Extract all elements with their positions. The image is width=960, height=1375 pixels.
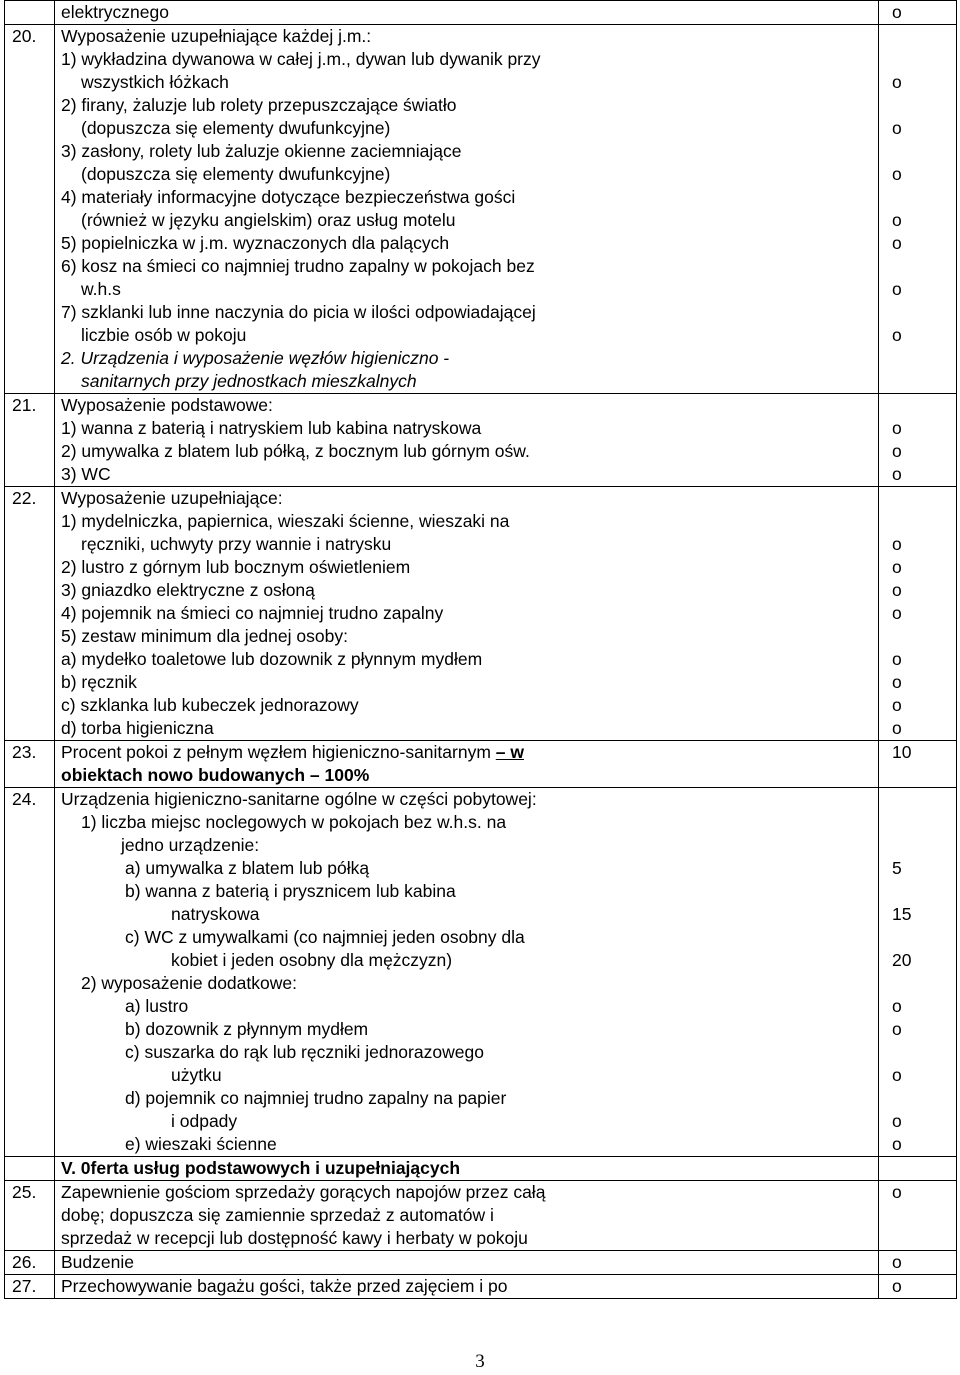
- row-number: 25.: [5, 1181, 55, 1251]
- mark-value: [892, 301, 956, 324]
- row-marks: [879, 394, 957, 487]
- mark-value: o: [892, 441, 902, 461]
- mark-value: o: [892, 603, 902, 623]
- mark-value: o: [892, 210, 902, 230]
- mark-value: [892, 834, 956, 857]
- description-line: d) torba higieniczna: [61, 718, 214, 738]
- mark-value: o: [892, 534, 902, 554]
- mark-value: [892, 764, 956, 787]
- description-line: Wyposażenie uzupełniające każdej j.m.:: [61, 26, 372, 46]
- description-line: 1) wanna z baterią i natryskiem lub kabina natryskowa: [61, 418, 482, 438]
- row-number: 20.: [5, 25, 55, 394]
- description-line: [61, 741, 878, 764]
- mark-value: [892, 1157, 956, 1180]
- mark-value: 10: [892, 742, 912, 762]
- mark-value: [892, 347, 956, 370]
- description-line: w.h.s: [81, 279, 121, 299]
- row-description: [55, 1157, 879, 1181]
- row-description: [55, 1251, 879, 1275]
- description-line: 4) pojemnik na śmieci co najmniej trudno zapalny: [61, 603, 444, 623]
- mark-value: o: [892, 1111, 902, 1131]
- mark-value: [892, 510, 956, 533]
- mark-value: o: [892, 325, 902, 345]
- mark-value: o: [892, 233, 902, 253]
- mark-value: [892, 186, 956, 209]
- row-marks: [879, 1, 957, 25]
- mark-value: o: [892, 118, 902, 138]
- row-number: 27.: [5, 1275, 55, 1299]
- description-line: 5) zestaw minimum dla jednej osoby:: [61, 626, 348, 646]
- table-row: [5, 394, 957, 487]
- mark-value: o: [892, 2, 902, 22]
- row-marks: [879, 741, 957, 788]
- description-line: 6) kosz na śmieci co najmniej trudno zapalny w pokojach bez: [61, 256, 535, 276]
- description-line: ręczniki, uchwyty przy wannie i natrysku: [81, 534, 392, 554]
- mark-value: [892, 370, 956, 393]
- row-number: 24.: [5, 788, 55, 1157]
- row-description: [55, 788, 879, 1157]
- description-line: 1) liczba miejsc noclegowych w pokojach bez w.h.s. na: [81, 812, 507, 832]
- description-line: Wyposażenie podstawowe:: [61, 395, 273, 415]
- table-row: [5, 1275, 957, 1299]
- row-marks: [879, 788, 957, 1157]
- table-row: [5, 741, 957, 788]
- row-description: [55, 1275, 879, 1299]
- description-line: sanitarnych przy jednostkach mieszkalnych: [81, 371, 417, 391]
- mark-value: o: [892, 718, 902, 738]
- row-description: [55, 394, 879, 487]
- requirements-table-body: [5, 1, 957, 1299]
- mark-value: o: [892, 1252, 902, 1272]
- description-line: obiektach nowo budowanych – 100%: [61, 765, 370, 785]
- mark-value: [892, 25, 956, 48]
- description-line: a) umywalka z blatem lub półką: [125, 858, 370, 878]
- row-description: [55, 1181, 879, 1251]
- description-line: c) suszarka do rąk lub ręczniki jednorazowego: [125, 1042, 484, 1062]
- mark-value: [892, 94, 956, 117]
- description-line: 7) szklanki lub inne naczynia do picia w ilości odpowiadającej: [61, 302, 536, 322]
- table-row: [5, 788, 957, 1157]
- mark-value: o: [892, 1019, 902, 1039]
- mark-value: [892, 788, 956, 811]
- mark-value: o: [892, 1134, 902, 1154]
- requirements-table: [4, 0, 957, 1299]
- mark-value: o: [892, 279, 902, 299]
- description-line: V. 0ferta usług podstawowych i uzupełniających: [61, 1158, 461, 1178]
- table-row: [5, 25, 957, 394]
- mark-value: o: [892, 996, 902, 1016]
- description-line: 5) popielniczka w j.m. wyznaczonych dla palących: [61, 233, 450, 253]
- mark-value: o: [892, 418, 902, 438]
- description-line: i odpady: [171, 1111, 238, 1131]
- row-description: [55, 487, 879, 741]
- description-line: (dopuszcza się elementy dwufunkcyjne): [81, 164, 391, 184]
- row-number: 23.: [5, 741, 55, 788]
- description-line: 1) mydelniczka, papiernica, wieszaki ścienne, wieszaki na: [61, 511, 510, 531]
- mark-value: [892, 255, 956, 278]
- description-line-emphasis: – w: [495, 742, 524, 762]
- description-line: elektrycznego: [61, 2, 169, 22]
- row-number: [5, 1157, 55, 1181]
- description-line: sprzedaż w recepcji lub dostępność kawy i herbaty w pokoju: [61, 1228, 528, 1248]
- mark-value: o: [892, 649, 902, 669]
- description-line: e) wieszaki ścienne: [125, 1134, 277, 1154]
- description-line: wszystkich łóżkach: [81, 72, 229, 92]
- mark-value: [892, 1204, 956, 1227]
- mark-value: o: [892, 1276, 902, 1296]
- mark-value: [892, 926, 956, 949]
- row-description: [55, 25, 879, 394]
- description-line: liczbie osób w pokoju: [81, 325, 247, 345]
- description-line: 2) lustro z górnym lub bocznym oświetleniem: [61, 557, 411, 577]
- row-marks: [879, 1181, 957, 1251]
- mark-value: [892, 1087, 956, 1110]
- description-line: (również w języku angielskim) oraz usług motelu: [81, 210, 456, 230]
- mark-value: o: [892, 1182, 902, 1202]
- mark-value: o: [892, 580, 902, 600]
- description-line: 3) WC: [61, 464, 111, 484]
- page-number: 3: [475, 1351, 485, 1372]
- description-line: b) ręcznik: [61, 672, 137, 692]
- table-row: [5, 1181, 957, 1251]
- table-row: [5, 1, 957, 25]
- description-line: Przechowywanie bagażu gości, także przed zajęciem i po: [61, 1276, 508, 1296]
- mark-value: o: [892, 557, 902, 577]
- mark-value: o: [892, 164, 902, 184]
- mark-value: [892, 880, 956, 903]
- description-line: natryskowa: [171, 904, 260, 924]
- row-description: [55, 741, 879, 788]
- row-marks: [879, 1251, 957, 1275]
- mark-value: o: [892, 72, 902, 92]
- description-line: użytku: [171, 1065, 222, 1085]
- description-line: kobiet i jeden osobny dla mężczyzn): [171, 950, 453, 970]
- description-line: Wyposażenie uzupełniające:: [61, 488, 283, 508]
- description-line: 2. Urządzenia i wyposażenie węzłów higieniczno -: [61, 348, 450, 368]
- table-row: [5, 487, 957, 741]
- mark-value: [892, 1227, 956, 1250]
- row-marks: [879, 1275, 957, 1299]
- table-row: [5, 1251, 957, 1275]
- description-line: 2) firany, żaluzje lub rolety przepuszczające światło: [61, 95, 457, 115]
- description-line: a) mydełko toaletowe lub dozownik z płynnym mydłem: [61, 649, 483, 669]
- description-line: 2) wyposażenie dodatkowe:: [81, 973, 297, 993]
- mark-value: [892, 625, 956, 648]
- mark-value: [892, 972, 956, 995]
- row-marks: [879, 1157, 957, 1181]
- mark-value: 15: [892, 904, 912, 924]
- row-number: 26.: [5, 1251, 55, 1275]
- mark-value: o: [892, 695, 902, 715]
- description-line: 3) zasłony, rolety lub żaluzje okienne zaciemniające: [61, 141, 462, 161]
- row-number: [5, 1, 55, 25]
- description-line: a) lustro: [125, 996, 189, 1016]
- description-line: Budzenie: [61, 1252, 134, 1272]
- description-line: 1) wykładzina dywanowa w całej j.m., dywan lub dywanik przy: [61, 49, 541, 69]
- description-line: dobę; dopuszcza się zamiennie sprzedaż z automatów i: [61, 1205, 494, 1225]
- description-line: 3) gniazdko elektryczne z osłoną: [61, 580, 315, 600]
- mark-value: 20: [892, 950, 912, 970]
- row-marks: [879, 25, 957, 394]
- mark-value: o: [892, 1065, 902, 1085]
- mark-value: [892, 140, 956, 163]
- description-line: 4) materiały informacyjne dotyczące bezpieczeństwa gości: [61, 187, 516, 207]
- description-line: c) szklanka lub kubeczek jednorazowy: [61, 695, 359, 715]
- description-line: (dopuszcza się elementy dwufunkcyjne): [81, 118, 391, 138]
- description-line: c) WC z umywalkami (co najmniej jeden osobny dla: [125, 927, 525, 947]
- row-description: [55, 1, 879, 25]
- row-number: 21.: [5, 394, 55, 487]
- mark-value: [892, 487, 956, 510]
- mark-value: [892, 1041, 956, 1064]
- description-line: b) wanna z baterią i prysznicem lub kabina: [125, 881, 456, 901]
- description-line: jedno urządzenie:: [121, 835, 260, 855]
- description-line: 2) umywalka z blatem lub półką, z bocznym lub górnym ośw.: [61, 441, 530, 461]
- description-line: d) pojemnik co najmniej trudno zapalny na papier: [125, 1088, 507, 1108]
- description-line: b) dozownik z płynnym mydłem: [125, 1019, 369, 1039]
- table-row: [5, 1157, 957, 1181]
- mark-value: o: [892, 464, 902, 484]
- mark-value: [892, 394, 956, 417]
- mark-value: [892, 811, 956, 834]
- description-line: Urządzenia higieniczno-sanitarne ogólne w części pobytowej:: [61, 789, 537, 809]
- mark-value: 5: [892, 858, 902, 878]
- mark-value: o: [892, 672, 902, 692]
- row-marks: [879, 487, 957, 741]
- description-line-text: Procent pokoi z pełnym węzłem higieniczno-sanitarnym: [61, 742, 496, 762]
- mark-value: [892, 48, 956, 71]
- row-number: 22.: [5, 487, 55, 741]
- description-line: Zapewnienie gościom sprzedaży gorących napojów przez całą: [61, 1182, 546, 1202]
